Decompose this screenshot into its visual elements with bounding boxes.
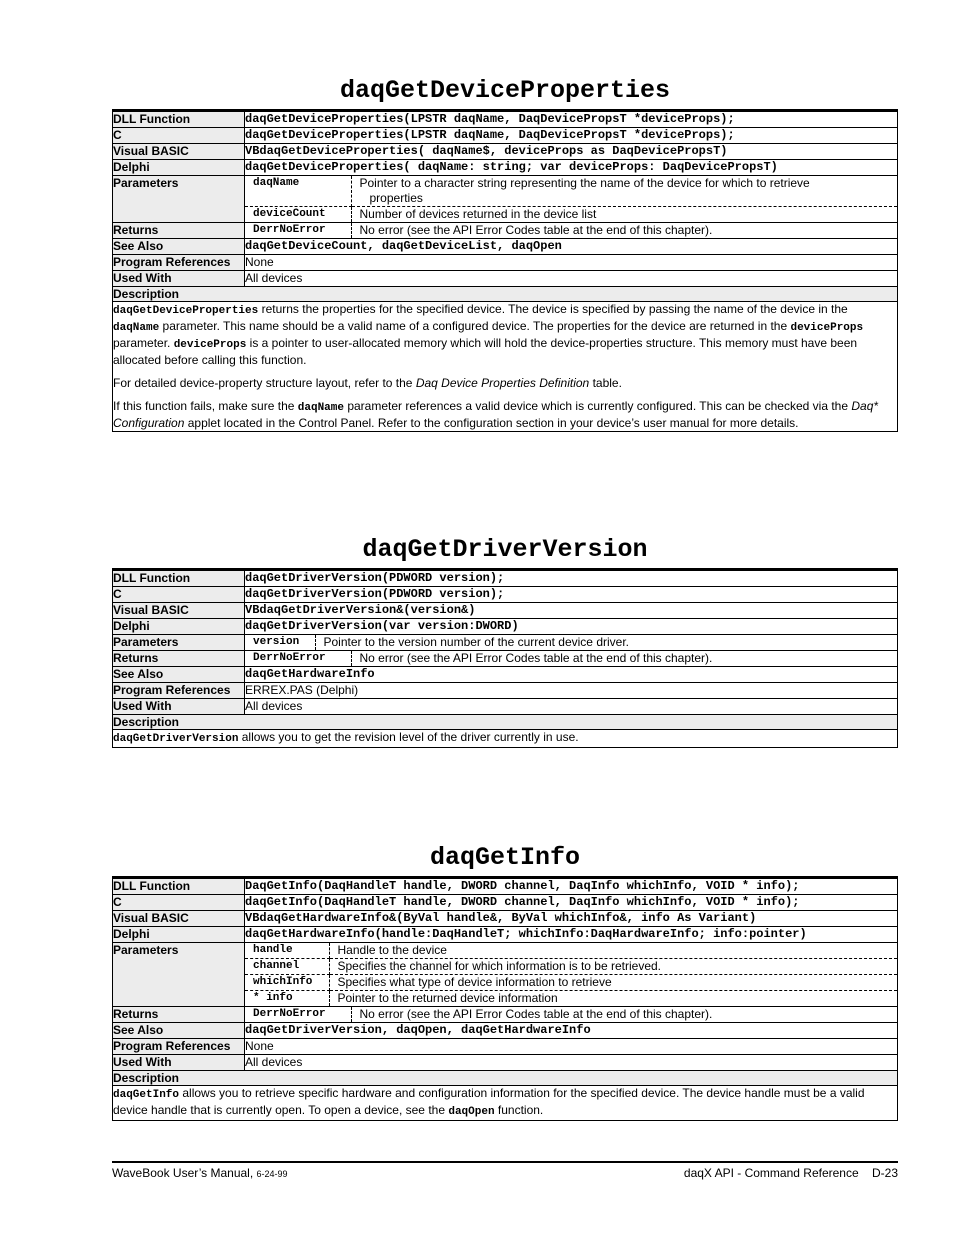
api-table [112, 109, 898, 432]
row-delphi [113, 927, 898, 943]
row-label: Visual BASIC [113, 144, 245, 160]
row-used-with [113, 271, 898, 287]
row-parameters [113, 635, 898, 651]
row-description [113, 730, 898, 748]
row-visual-basic [113, 911, 898, 927]
param-name: handle [245, 943, 329, 959]
section-title: daqGetDriverVersion [362, 535, 648, 564]
row-label: Program References [113, 683, 245, 699]
param-name: deviceCount [245, 207, 351, 223]
returns-code: DerrNoError [245, 1007, 351, 1022]
row-label: See Also [113, 1023, 245, 1039]
param-name: channel [245, 959, 329, 975]
param-desc: Number of devices returned in the device list [359, 207, 597, 221]
param-row [245, 635, 897, 650]
param-row [245, 959, 897, 975]
row-dll-function [113, 111, 898, 128]
row-value: VBdaqGetDeviceProperties( daqName$, deviceProps as DaqDevicePropsT) [245, 144, 898, 160]
row-label: Delphi [113, 927, 245, 943]
returns-table [245, 651, 897, 666]
row-program-references [113, 255, 898, 271]
row-see-also [113, 239, 898, 255]
row-label: Visual BASIC [113, 603, 245, 619]
row-value: daqGetDriverVersion(var version:DWORD) [245, 619, 898, 635]
returns-table [245, 223, 897, 238]
row-label: Parameters [113, 176, 245, 223]
param-desc: Pointer to the returned device information [337, 991, 558, 1005]
row-label: Parameters [113, 635, 245, 651]
row-value: daqGetDeviceProperties( daqName: string; var deviceProps: DaqDevicePropsT) [245, 160, 898, 176]
row-value: daqGetDriverVersion(PDWORD version); [245, 587, 898, 603]
description-paragraph: If this function fails, make sure the daqName parameter references a valid device which is currently configured. This can be checked via the Daq* Configuration applet located in the Control Panel. Refer to the configuration section in your device’s user manual for more details. [113, 399, 879, 430]
row-label: Returns [113, 223, 245, 239]
description-body [113, 1086, 898, 1121]
footer-left: WaveBook User’s Manual, 6-24-99 [112, 1166, 288, 1180]
section-daqgetinfo [112, 843, 898, 1121]
row-value: daqGetDeviceProperties(LPSTR daqName, DaqDevicePropsT *deviceProps); [245, 128, 898, 144]
description-paragraph: For detailed device-property structure layout, refer to the Daq Device Properties Definition table. [113, 376, 622, 390]
row-label: Used With [113, 699, 245, 715]
api-table [112, 876, 898, 1121]
row-description-header [113, 1071, 898, 1086]
row-parameters [113, 943, 898, 1007]
row-value: daqGetDeviceProperties(LPSTR daqName, DaqDevicePropsT *deviceProps); [245, 111, 898, 128]
params-table [245, 176, 897, 222]
row-visual-basic [113, 603, 898, 619]
footer-right: daqX API - Command Reference D-23 [683, 1166, 898, 1180]
description-body [113, 302, 898, 432]
description-paragraph: daqGetInfo allows you to retrieve specific hardware and configuration information for the specified device. The device handle must be a valid device handle that is currently open. To open a device, see the daqOpen function. [113, 1086, 865, 1118]
param-desc: Specifies what type of device information to retrieve [329, 975, 897, 991]
param-row [245, 943, 897, 959]
returns-code: DerrNoError [245, 651, 351, 666]
returns-cell [245, 1007, 898, 1023]
row-label: Used With [113, 1055, 245, 1071]
row-label: DLL Function [113, 111, 245, 128]
description-label: Description [113, 715, 898, 730]
row-label: Delphi [113, 160, 245, 176]
params-cell [245, 176, 898, 223]
row-label: DLL Function [113, 570, 245, 587]
description-paragraph: daqGetDeviceProperties returns the properties for the specified device. The device is specified by passing the name of the device in the daqName parameter. This name should be a valid name of a configured device. The properties for the device are returned in the deviceProps parameter. deviceProps is a pointer to user-allocated memory which will hold the device-properties structure. This memory must have been allocated before calling this function. [113, 302, 864, 367]
param-row [245, 975, 897, 991]
row-value: daqGetHardwareInfo(handle:DaqHandleT; whichInfo:DaqHardwareInfo; info:pointer) [245, 927, 898, 943]
row-label: Used With [113, 271, 245, 287]
returns-code: DerrNoError [245, 223, 351, 238]
row-returns [113, 223, 898, 239]
returns-cell [245, 651, 898, 667]
param-row [245, 991, 897, 1007]
row-value: ERREX.PAS (Delphi) [245, 683, 898, 699]
param-desc [351, 176, 897, 207]
row-label: See Also [113, 239, 245, 255]
row-visual-basic [113, 144, 898, 160]
description-paragraph: daqGetDriverVersion allows you to get the revision level of the driver currently in use. [113, 730, 579, 745]
returns-desc: No error (see the API Error Codes table at the end of this chapter). [359, 651, 713, 665]
row-returns [113, 1007, 898, 1023]
row-label: Returns [113, 1007, 245, 1023]
row-value: VBdaqGetHardwareInfo&(ByVal handle&, ByVal whichInfo&, info As Variant) [245, 911, 898, 927]
row-parameters [113, 176, 898, 223]
row-value: daqGetInfo(DaqHandleT handle, DWORD channel, DaqInfo whichInfo, VOID * info); [245, 895, 898, 911]
row-c [113, 128, 898, 144]
param-name: whichInfo [245, 975, 329, 991]
row-label: C [113, 895, 245, 911]
params-cell [245, 635, 898, 651]
returns-desc: No error (see the API Error Codes table at the end of this chapter). [359, 1007, 713, 1021]
returns-table [245, 1007, 897, 1022]
row-description-header [113, 287, 898, 302]
row-program-references [113, 683, 898, 699]
row-value: All devices [245, 271, 898, 287]
param-row [245, 176, 897, 207]
row-program-references [113, 1039, 898, 1055]
row-label: Visual BASIC [113, 911, 245, 927]
params-cell [245, 943, 898, 1007]
section-title: daqGetInfo [429, 843, 581, 872]
params-table [245, 635, 897, 650]
row-used-with [113, 699, 898, 715]
section-daqgetdriverversion [112, 535, 898, 748]
row-description-header [113, 715, 898, 730]
params-table [245, 943, 897, 1006]
row-description [113, 1086, 898, 1121]
row-dll-function [113, 878, 898, 895]
row-label: Returns [113, 651, 245, 667]
row-description [113, 302, 898, 432]
row-label: Program References [113, 255, 245, 271]
row-value: None [245, 1039, 898, 1055]
param-row [245, 207, 897, 223]
row-value: VBdaqGetDriverVersion&(version&) [245, 603, 898, 619]
row-value: All devices [245, 699, 898, 715]
row-value: DaqGetInfo(DaqHandleT handle, DWORD channel, DaqInfo whichInfo, VOID * info); [245, 878, 898, 895]
row-delphi [113, 619, 898, 635]
row-see-also [113, 667, 898, 683]
row-value: daqGetDeviceCount, daqGetDeviceList, daqOpen [245, 239, 898, 255]
row-label: C [113, 128, 245, 144]
row-dll-function [113, 570, 898, 587]
description-body [113, 730, 898, 748]
param-desc: Pointer to the version number of the current device driver. [323, 635, 629, 649]
param-name: version [245, 635, 315, 650]
row-label: See Also [113, 667, 245, 683]
row-label: Delphi [113, 619, 245, 635]
row-delphi [113, 160, 898, 176]
row-label: Parameters [113, 943, 245, 1007]
param-desc: Specifies the channel for which information is to be retrieved. [329, 959, 897, 975]
returns-cell [245, 223, 898, 239]
row-value: All devices [245, 1055, 898, 1071]
row-used-with [113, 1055, 898, 1071]
description-label: Description [113, 1071, 898, 1086]
row-label: C [113, 587, 245, 603]
row-value: None [245, 255, 898, 271]
param-name: * info [245, 991, 329, 1007]
api-table [112, 568, 898, 748]
row-label: Program References [113, 1039, 245, 1055]
row-c [113, 587, 898, 603]
param-desc-line1: Pointer to a character string representing the name of the device for which to retrieve [359, 176, 810, 190]
returns-desc: No error (see the API Error Codes table at the end of this chapter). [359, 223, 713, 237]
param-desc: Handle to the device [329, 943, 897, 959]
row-c [113, 895, 898, 911]
section-title: daqGetDeviceProperties [339, 76, 671, 105]
param-desc-line2: properties [369, 191, 423, 205]
param-name: daqName [245, 176, 351, 207]
row-label: DLL Function [113, 878, 245, 895]
row-value: daqGetDriverVersion, daqOpen, daqGetHardwareInfo [245, 1023, 898, 1039]
description-label: Description [113, 287, 898, 302]
row-value: daqGetDriverVersion(PDWORD version); [245, 570, 898, 587]
row-see-also [113, 1023, 898, 1039]
page-footer [112, 1161, 898, 1180]
section-daqgetdeviceproperties [112, 76, 898, 432]
row-value: daqGetHardwareInfo [245, 667, 898, 683]
row-returns [113, 651, 898, 667]
